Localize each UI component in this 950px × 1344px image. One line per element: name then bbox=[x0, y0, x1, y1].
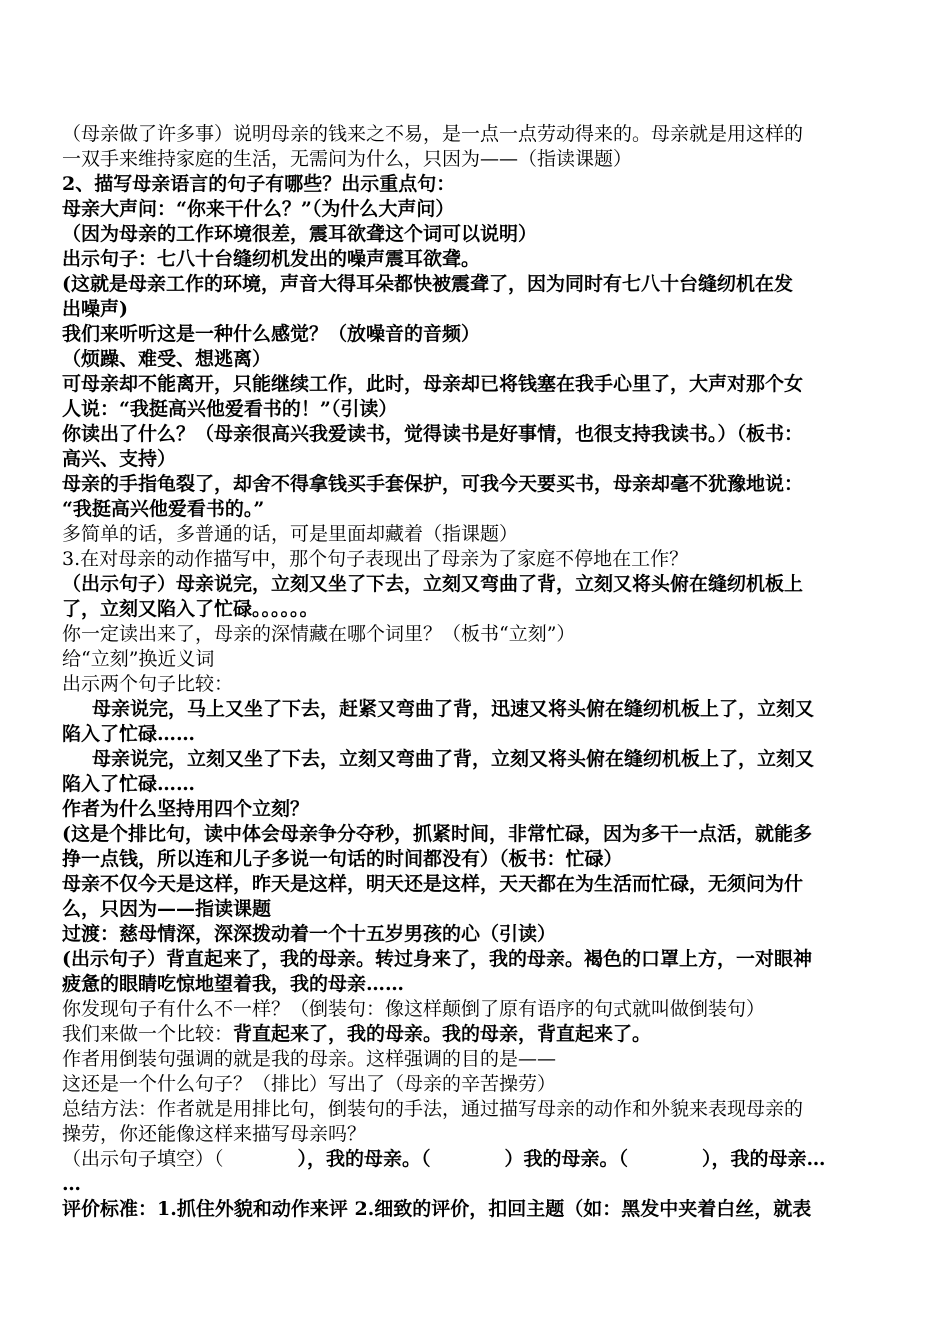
comparison-sentence: 陷入了忙碌…… bbox=[62, 773, 196, 795]
text-segment: ），我的母亲。（ bbox=[297, 1148, 431, 1170]
text-line: 出示两个句子比较： bbox=[62, 673, 234, 695]
text-line: 总结方法：作者就是用排比句，倒装句的手法，通过描写母亲的动作和外貌来表现母亲的 bbox=[62, 1098, 804, 1120]
text-line: 出示句子：七八十台缝纫机发出的噪声震耳欲聋。 bbox=[62, 248, 481, 270]
text-line: 高兴、支持） bbox=[62, 448, 177, 470]
text-line: 可母亲却不能离开，只能继续工作，此时，母亲却已将钱塞在我手心里了，大声对那个女 bbox=[62, 373, 804, 395]
text-line: （母亲做了许多事）说明母亲的钱来之不易，是一点一点劳动得来的。母亲就是用这样的 bbox=[62, 123, 804, 145]
text-line: （出示句子）母亲说完，立刻又坐了下去，立刻又弯曲了背，立刻又将头俯在缝纫机板上 bbox=[62, 573, 804, 595]
text-line: 母亲不仅今天是这样，昨天是这样，明天还是这样，天天都在为生活而忙碌，无须问为什 bbox=[62, 873, 804, 895]
text-line: 作者为什么坚持用四个立刻？ bbox=[62, 798, 310, 820]
text-line: (出示句子）背直起来了，我的母亲。转过身来了，我的母亲。褐色的口罩上方，一对眼神 bbox=[62, 948, 812, 970]
text-line: 你读出了什么？（母亲很高兴我爱读书，觉得读书是好事情，也很支持我读书。）（板书： bbox=[62, 423, 804, 445]
text-line: 挣一点钱，所以连和儿子多说一句话的时间都没有）（板书：忙碌） bbox=[62, 848, 623, 870]
text-line: 疲惫的眼睛吃惊地望着我，我的母亲…… bbox=[62, 973, 405, 995]
text-line: 这还是一个什么句子？（排比）写出了（母亲的辛苦操劳） bbox=[62, 1073, 557, 1095]
text-line bbox=[62, 1022, 910, 1047]
text-line: 操劳，你还能像这样来描写母亲吗？ bbox=[62, 1123, 367, 1145]
lesson-plan-text bbox=[62, 122, 910, 1222]
comparison-sentence: 陷入了忙碌…… bbox=[62, 723, 196, 745]
text-segment: ），我的母亲… bbox=[702, 1148, 826, 1170]
text-line: 你发现句子有什么不一样？（倒装句：像这样颠倒了原有语序的句式就叫做倒装句） bbox=[62, 998, 766, 1020]
text-segment: 我们来做一个比较： bbox=[62, 1023, 234, 1045]
text-line: （因为母亲的工作环境很差，震耳欲聋这个词可以说明） bbox=[62, 223, 538, 245]
text-line: 评价标准：1.抓住外貌和动作来评 2.细致的评价，扣回主题（如：黑发中夹着白丝，就表 bbox=[62, 1198, 812, 1220]
text-segment: 背直起来了，我的母亲。我的母亲，背直起来了。 bbox=[233, 1023, 652, 1045]
text-line: “我挺高兴他爱看书的。” bbox=[62, 498, 265, 520]
text-line: 母亲大声问：“你来干什么？”（为什么大声问） bbox=[62, 198, 455, 220]
text-segment: ）我的母亲。（ bbox=[504, 1148, 629, 1170]
section-heading: 2、描写母亲语言的句子有哪些？出示重点句： bbox=[62, 173, 456, 195]
comparison-sentence: 母亲说完，立刻又坐了下去，立刻又弯曲了背，立刻又将头俯在缝纫机板上了，立刻又 bbox=[92, 748, 815, 770]
text-line: … bbox=[62, 1173, 81, 1195]
comparison-sentence: 母亲说完，马上又坐了下去，赶紧又弯曲了背，迅速又将头俯在缝纫机板上了，立刻又 bbox=[92, 698, 815, 720]
text-line: 出噪声) bbox=[62, 298, 128, 320]
text-line: 多简单的话，多普通的话，可是里面却藏着（指课题） bbox=[62, 523, 519, 545]
text-line: 了，立刻又陷入了忙碌。。。。。。 bbox=[62, 598, 319, 620]
text-line: 母亲的手指龟裂了，却舍不得拿钱买手套保护，可我今天要买书，母亲却毫不犹豫地说： bbox=[62, 473, 804, 495]
section-heading: 3.在对母亲的动作描写中，那个句子表现出了母亲为了家庭不停地在工作？ bbox=[62, 548, 689, 570]
fill-in-sentence bbox=[62, 1147, 910, 1172]
text-line: 过渡：慈母情深，深深拨动着一个十五岁男孩的心（引读） bbox=[62, 923, 557, 945]
text-line: 你一定读出来了，母亲的深情藏在哪个词里？（板书“立刻”） bbox=[62, 623, 576, 645]
text-line: 么，只因为——指读课题 bbox=[62, 898, 272, 920]
text-segment: （出示句子填空）（ bbox=[62, 1148, 224, 1170]
text-line: (这是个排比句，读中体会母亲争分夺秒，抓紧时间，非常忙碌，因为多干一点活，就能多 bbox=[62, 823, 812, 845]
text-line: （烦躁、难受、想逃离） bbox=[62, 348, 272, 370]
text-line: (这就是母亲工作的环境，声音大得耳朵都快被震聋了，因为同时有七八十台缝纫机在发 bbox=[62, 273, 793, 295]
text-line: 作者用倒装句强调的就是我的母亲。这样强调的目的是—— bbox=[62, 1048, 557, 1070]
text-line: 一双手来维持家庭的生活，无需问为什么，只因为——（指读课题） bbox=[62, 148, 633, 170]
text-line: 给“立刻”换近义词 bbox=[62, 648, 215, 670]
text-line: 人说：“我挺高兴他爱看书的！”（引读） bbox=[62, 398, 398, 420]
text-line: 我们来听听这是一种什么感觉？（放噪音的音频） bbox=[62, 323, 481, 345]
